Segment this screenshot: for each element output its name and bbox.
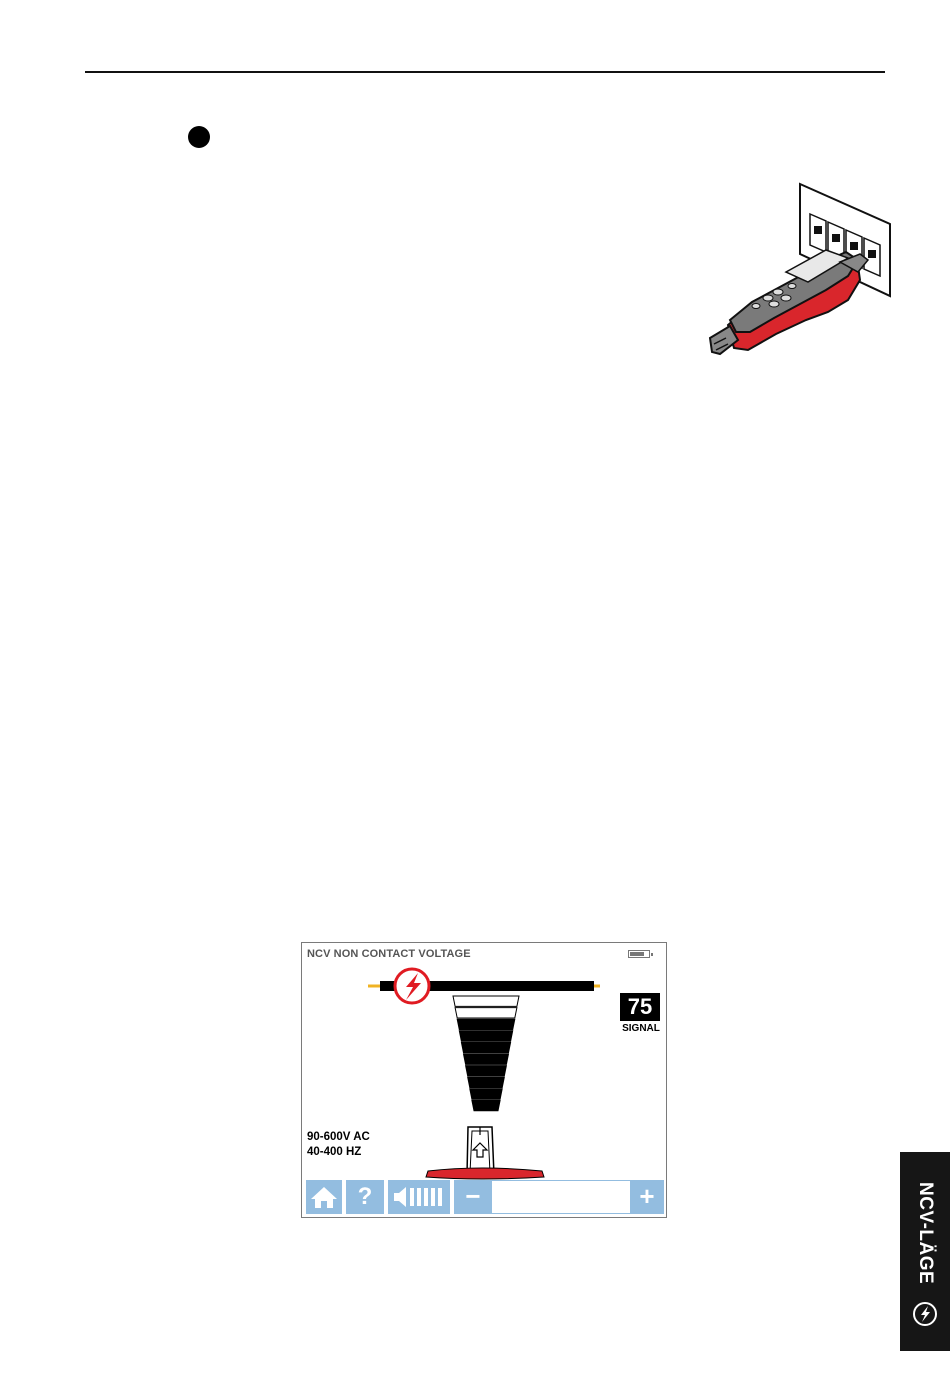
voltage-symbol-icon [912,1301,938,1327]
signal-bar [468,1077,505,1087]
help-button[interactable] [346,1180,384,1214]
signal-bar [464,1054,509,1064]
volume-button[interactable] [388,1180,450,1214]
voltage-symbol-icon [395,969,429,1003]
signal-bar [472,1100,500,1110]
signal-bar [455,1008,517,1018]
minus-button[interactable] [454,1180,492,1214]
signal-label: SIGNAL [622,1023,660,1034]
help-label: ? [357,1183,373,1210]
frequency-range: 40-400 HZ [307,1146,362,1158]
home-icon [306,1180,342,1214]
probe-icon [426,1127,544,1179]
signal-bar [459,1031,512,1041]
section-tab-label: NCV-LÄGE [915,1182,936,1285]
signal-bar [457,1019,515,1029]
plus-button[interactable] [630,1180,664,1214]
signal-bars [453,996,519,1111]
signal-bar [453,996,519,1006]
signal-bar [461,1042,510,1052]
header-rule [85,71,885,73]
screen-toolbar [306,1180,664,1214]
section-tab [900,1152,950,1351]
step-bullet [188,126,210,148]
speaker-icon [388,1180,450,1214]
signal-value: 75 [620,993,660,1021]
signal-bar [470,1089,502,1099]
home-button[interactable] [306,1180,342,1214]
tester-illustration [708,180,904,356]
minus-label: − [465,1181,481,1211]
plus-label: + [639,1181,655,1211]
signal-bar [466,1066,507,1076]
level-field [492,1180,630,1214]
ncv-screen [301,942,667,1218]
screen-title: NCV NON CONTACT VOLTAGE [307,948,471,960]
voltage-range: 90-600V AC [307,1131,370,1143]
